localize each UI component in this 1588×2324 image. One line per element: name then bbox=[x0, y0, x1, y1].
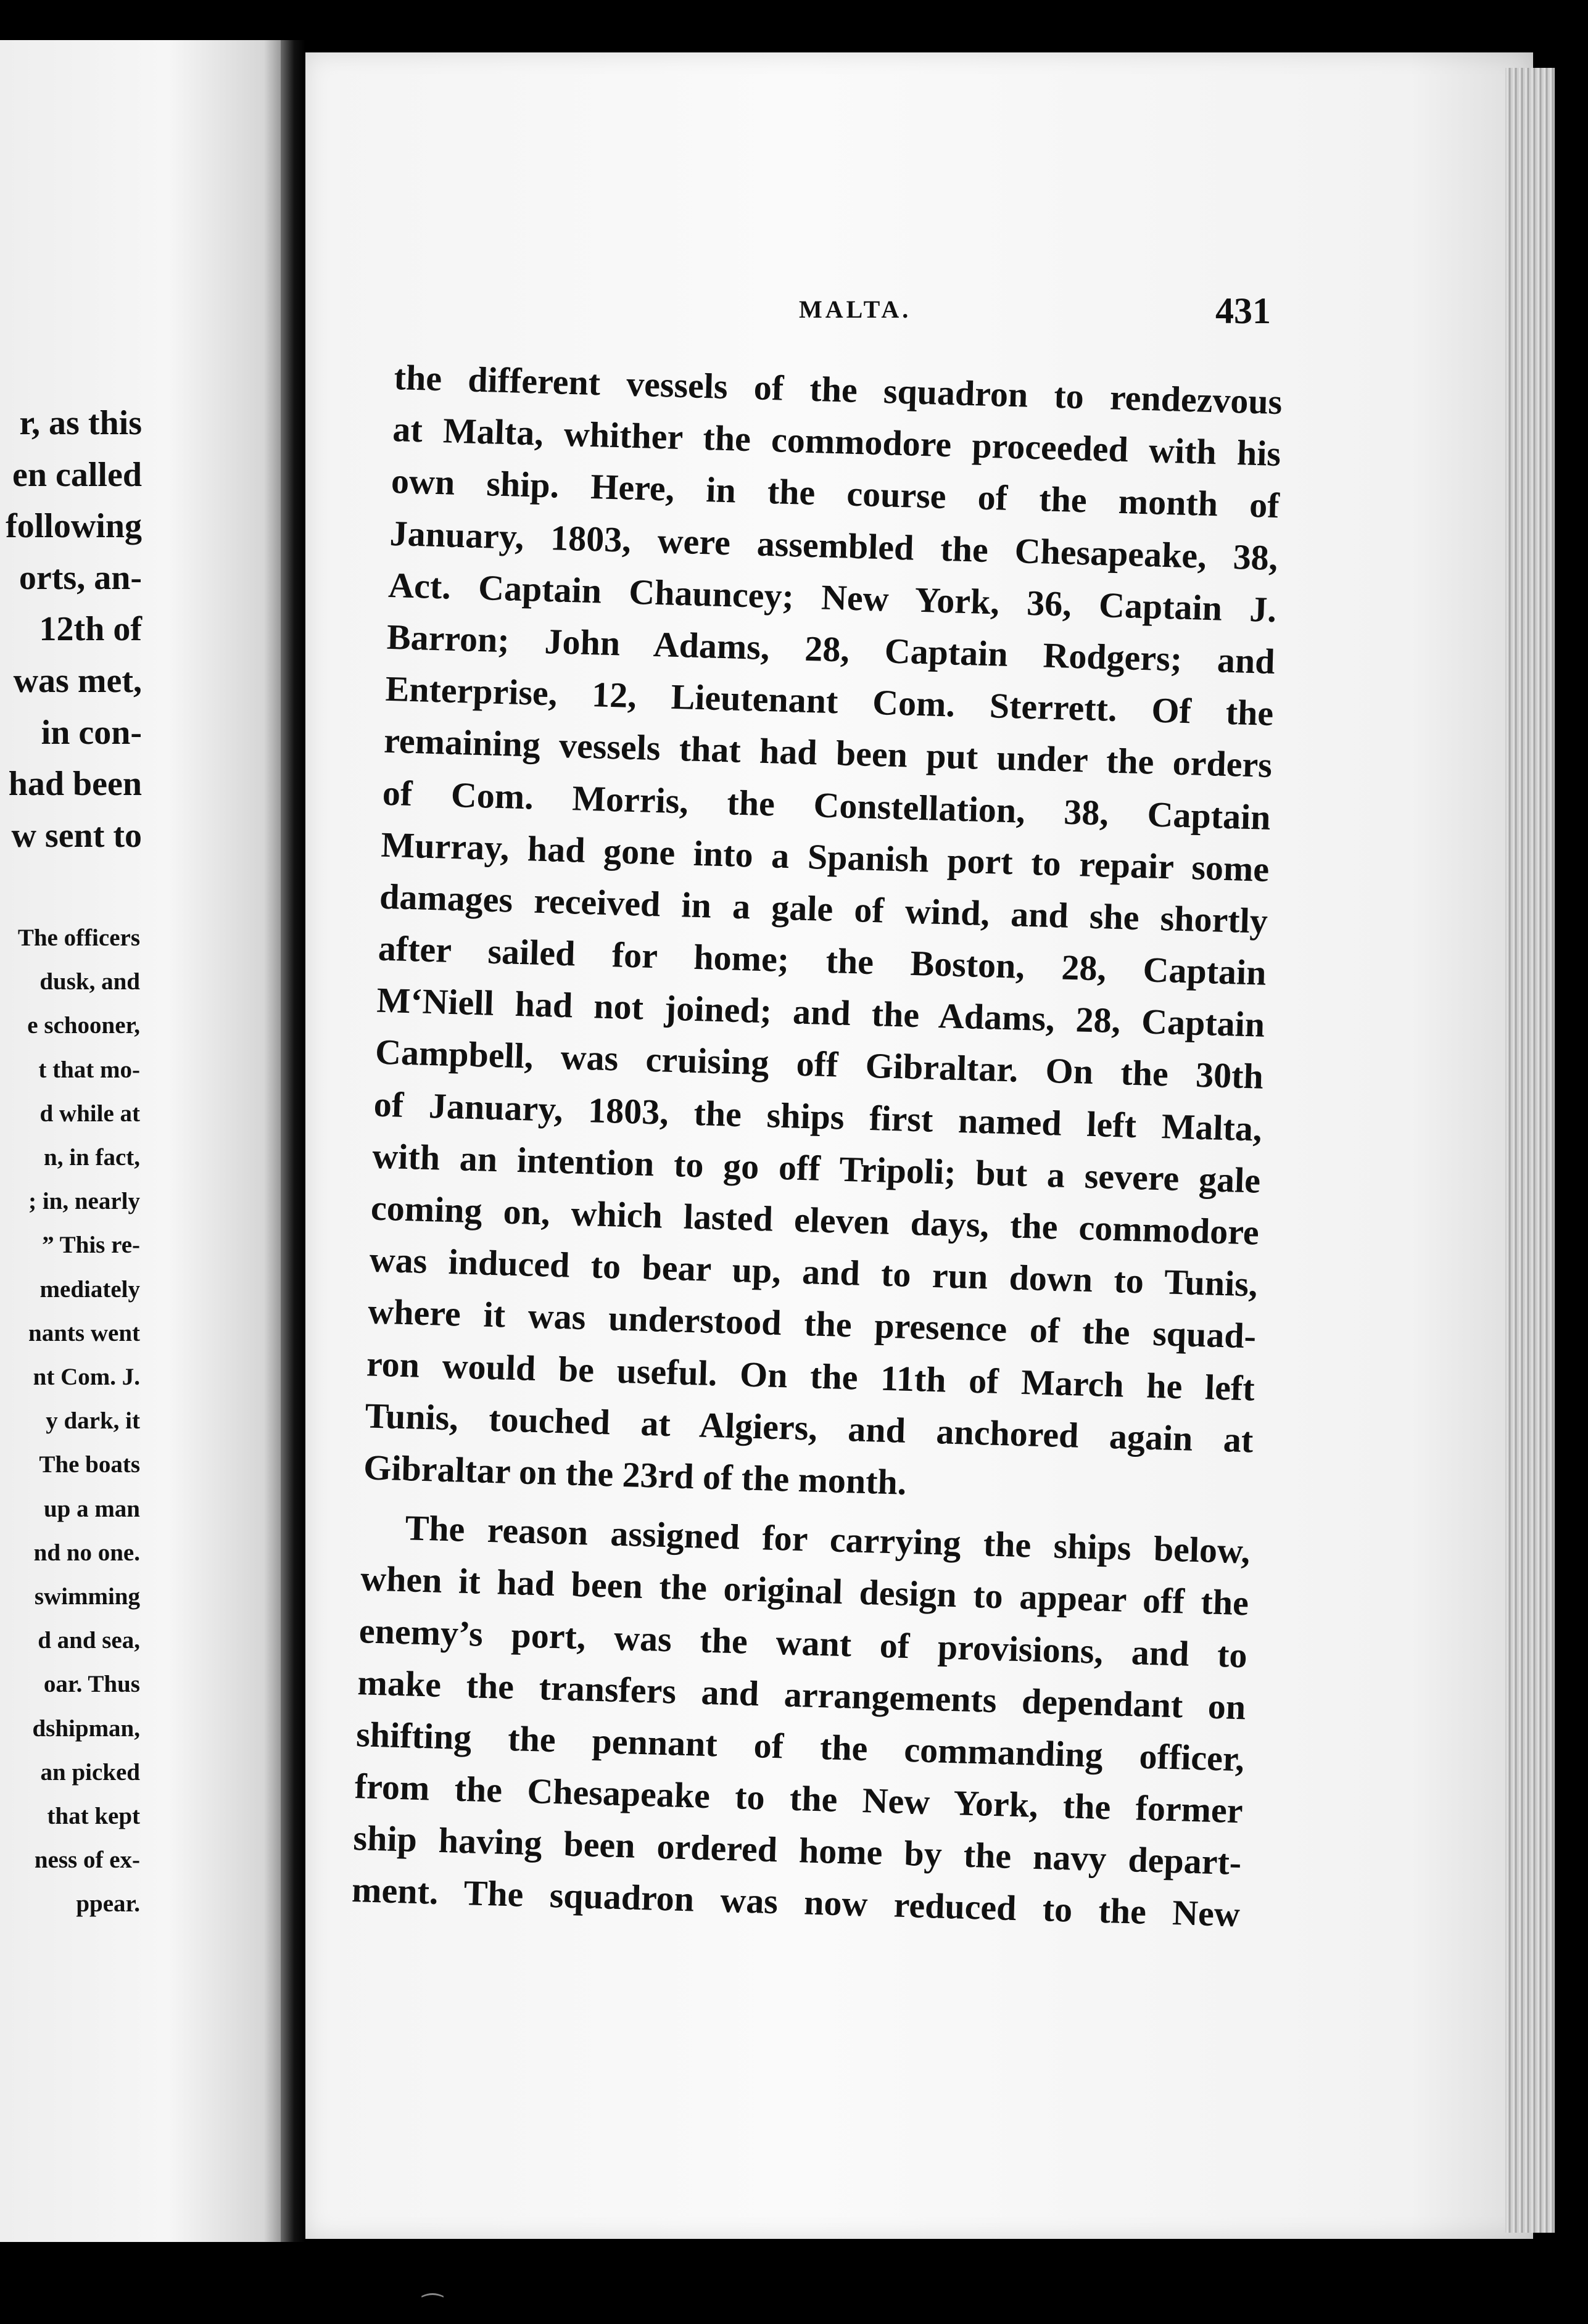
footnote-line: mediately bbox=[39, 1275, 140, 1303]
text-line: at Malta, whither the commodore proceeded with his bbox=[392, 409, 1281, 474]
page-edges bbox=[1505, 68, 1555, 2233]
footnote-line: d while at bbox=[39, 1100, 140, 1127]
footnote-line: nt Com. J. bbox=[33, 1364, 140, 1391]
footnote-line: swimming bbox=[34, 1583, 140, 1610]
text-line: of Com. Morris, the Constellation, 38, Captain bbox=[382, 772, 1272, 838]
scan-border bbox=[1555, 74, 1588, 2233]
book-gutter bbox=[281, 40, 305, 2242]
text-line: shifting the pennant of the commanding officer, bbox=[355, 1714, 1245, 1779]
facing-page bbox=[0, 40, 281, 2242]
text-line: Gibraltar on the 23rd of the month. bbox=[363, 1447, 908, 1502]
footnote-line: n, in fact, bbox=[44, 1144, 140, 1171]
footnote-line: d and sea, bbox=[38, 1627, 140, 1654]
text-line: Murray, had gone into a Spanish port to repair some bbox=[380, 824, 1270, 889]
text-line: ship having been ordered home by the navy depart- bbox=[352, 1818, 1243, 1883]
text-line: where it was understood the presence of the squad- bbox=[367, 1291, 1257, 1356]
text-line: Act. Captain Chauncey; New York, 36, Captain J. bbox=[387, 564, 1277, 630]
text-line: of January, 1803, the ships first named left Malta, bbox=[373, 1084, 1263, 1149]
text-line: remaining vessels that had been put under the orders bbox=[383, 720, 1273, 786]
page-number: 431 bbox=[1215, 290, 1271, 331]
body-text bbox=[351, 352, 1283, 1941]
text-line: coming on, which lasted eleven days, the commodore bbox=[370, 1187, 1260, 1253]
facing-line: 12th of bbox=[39, 610, 142, 649]
text-line: The reason assigned for carrying the ships below, bbox=[404, 1507, 1251, 1572]
facing-line: was met, bbox=[13, 661, 142, 700]
text-line: own ship. Here, in the course of the month of bbox=[391, 461, 1280, 526]
footnote-line: e schooner, bbox=[27, 1012, 140, 1039]
facing-page-footnote bbox=[0, 916, 140, 1926]
running-head: MALTA. bbox=[799, 295, 912, 323]
text-line: damages received in a gale of wind, and she shortly bbox=[379, 876, 1268, 941]
facing-line: w sent to bbox=[11, 816, 142, 855]
footnote-line: nd no one. bbox=[33, 1539, 140, 1566]
text-line: January, 1803, were assembled the Chesapeake, 38, bbox=[389, 513, 1279, 578]
facing-page-text bbox=[0, 398, 142, 862]
scan-mark: ⁀ bbox=[423, 2294, 443, 2322]
facing-line: had been bbox=[8, 765, 142, 804]
footnote-line: dusk, and bbox=[39, 968, 140, 995]
footnote-line: y dark, it bbox=[46, 1407, 140, 1435]
text-line: M‘Niell had not joined; and the Adams, 28, Captain bbox=[376, 979, 1265, 1045]
text-line: enemy’s port, was the want of provisions, and to bbox=[358, 1610, 1248, 1675]
footnote-line: oar. Thus bbox=[43, 1671, 140, 1698]
facing-line: in con- bbox=[41, 713, 142, 752]
text-line: Enterprise, 12, Lieutenant Com. Sterrett. Of the bbox=[384, 668, 1275, 734]
footnote-line: dshipman, bbox=[32, 1715, 140, 1742]
text-line: Barron; John Adams, 28, Captain Rodgers; and bbox=[386, 616, 1276, 682]
facing-line: en called bbox=[12, 455, 142, 494]
footnote-line: an picked bbox=[40, 1758, 140, 1786]
text-line: ment. The squadron was now reduced to the New bbox=[351, 1869, 1241, 1935]
text-line: the different vessels of the squadron to rendezvous bbox=[393, 356, 1283, 422]
text-line: with an intention to go off Tripoli; but a severe gale bbox=[371, 1135, 1261, 1201]
text-line: when it had been the original design to appear off the bbox=[360, 1558, 1249, 1623]
text-line: Campbell, was cruising off Gibraltar. On the 30th bbox=[374, 1032, 1264, 1097]
text-line: was induced to bear up, and to run down to Tunis, bbox=[368, 1239, 1259, 1304]
text-line: after sailed for home; the Boston, 28, Captain bbox=[378, 928, 1267, 993]
footnote-line: The boats bbox=[39, 1451, 140, 1478]
footnote-line: The officers bbox=[17, 925, 140, 951]
text-line: Tunis, touched at Algiers, and anchored again at bbox=[364, 1395, 1254, 1461]
text-line: make the transfers and arrangements dependant on bbox=[357, 1662, 1247, 1728]
facing-line: following bbox=[6, 507, 142, 546]
facing-line: orts, an- bbox=[19, 558, 142, 597]
footnote-line: ppear. bbox=[76, 1890, 140, 1918]
footnote-line: that kept bbox=[47, 1803, 140, 1830]
footnote-line: ” This re- bbox=[42, 1232, 140, 1259]
facing-line: r, as this bbox=[19, 404, 142, 442]
footnote-line: t that mo- bbox=[38, 1056, 140, 1083]
footnote-line: up a man bbox=[43, 1495, 140, 1522]
footnote-line: nants went bbox=[28, 1319, 140, 1346]
footnote-line: ; in, nearly bbox=[28, 1188, 140, 1215]
footnote-line: ness of ex- bbox=[34, 1847, 140, 1874]
text-line: ron would be useful. On the 11th of March he left bbox=[366, 1343, 1255, 1409]
text-line: from the Chesapeake to the New York, the former bbox=[354, 1766, 1244, 1831]
